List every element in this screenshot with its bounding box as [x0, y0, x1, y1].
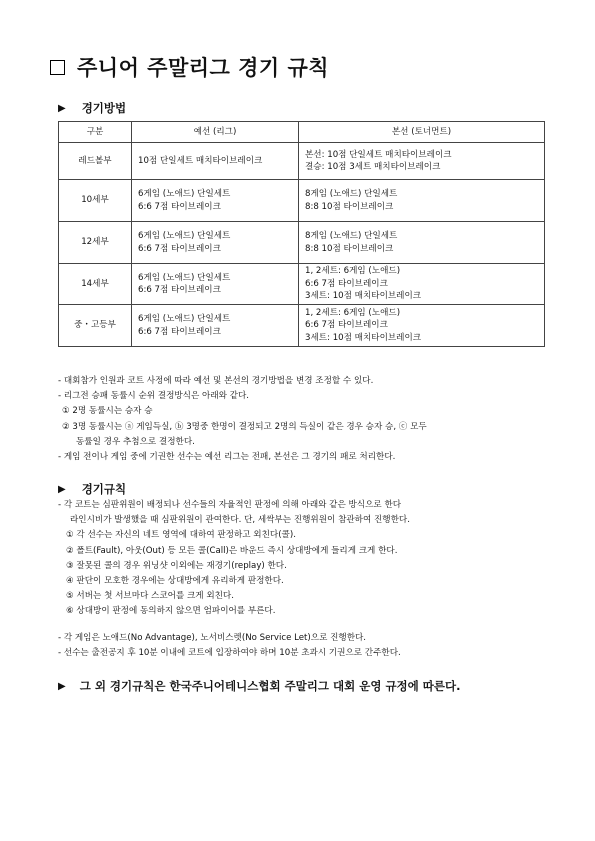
checkbox-square-icon	[50, 60, 65, 75]
cell-line: 6게임 (노애드) 단일세트	[138, 314, 231, 324]
note-line: 동률일 경우 추첨으로 결정한다.	[76, 436, 195, 447]
cell-line: 8:8 10점 타이브레이크	[305, 243, 394, 254]
note-line: - 선수는 출전공지 후 10분 이내에 코트에 입장하여야 하며 10분 초과시 기권으로 간주한다.	[58, 648, 401, 659]
note-line: - 리그전 승패 동률시 순위 결정방식은 아래와 같다.	[58, 391, 249, 402]
note-line: ① 각 선수는 자신의 네트 영역에 대하여 판정하고 외친다(콜).	[66, 530, 296, 541]
prelim-cell	[132, 264, 299, 305]
main-cell	[299, 222, 545, 264]
table-header-row	[59, 122, 545, 143]
table-row	[59, 305, 545, 347]
column-header: 예선 (리그)	[132, 122, 299, 143]
note-line: - 각 게임은 노애드(No Advantage), 노서비스렛(No Service Let)으로 진행한다.	[58, 633, 367, 643]
competition-method-table	[58, 121, 545, 347]
cell-line: 8:8 10점 타이브레이크	[305, 201, 394, 212]
final-note	[58, 678, 460, 694]
cell-line: 3세트: 10점 매치타이브레이크	[305, 291, 422, 302]
general-notes	[58, 631, 558, 661]
method-notes	[58, 374, 558, 465]
prelim-cell	[132, 180, 299, 222]
cell-line: 6:6 7점 타이브레이크	[138, 243, 221, 254]
note-line: - 게임 전이나 게임 중에 기권한 선수는 예선 리그는 전패, 본선은 그 경기의 패로 처리한다.	[58, 452, 396, 463]
cell-line: 결승: 10점 3세트 매치타이브레이크	[305, 162, 441, 172]
cell-line: 6게임 (노애드) 단일세트	[138, 189, 231, 199]
cell-line: 8게임 (노애드) 단일세트	[305, 231, 398, 241]
section-heading-rules	[58, 481, 126, 497]
note-line: ⑤ 서버는 첫 서브마다 스코어를 크게 외친다.	[66, 591, 234, 602]
main-cell	[299, 143, 545, 180]
main-cell	[299, 264, 545, 305]
prelim-cell	[132, 143, 299, 180]
row-category: 레드볼부	[59, 143, 132, 180]
note-line: 라인시비가 발생했을 때 심판위원이 관여한다. 단, 세싹부는 진행위원이 참관하여 진행한다.	[70, 515, 410, 526]
table-row	[59, 264, 545, 305]
row-category: 10세부	[59, 180, 132, 222]
cell-line: 1, 2세트: 6게임 (노애드)	[305, 307, 401, 318]
cell-line: 8게임 (노애드) 단일세트	[305, 189, 398, 199]
cell-line: 본선: 10점 단일세트 매치타이브레이크	[305, 149, 452, 160]
prelim-cell	[132, 305, 299, 347]
prelim-cell	[132, 222, 299, 264]
note-line: ④ 판단이 모호한 경우에는 상대방에게 유리하게 판정한다.	[66, 576, 284, 587]
note-line: ② 3명 동률시는 ⓐ 게임득실, ⓑ 3명중 한명이 결정되고 2명의 득실이 같은 경우 승자 승, ⓒ 모두	[62, 421, 427, 432]
section-heading-method	[58, 100, 126, 116]
cell-line: 6게임 (노애드) 단일세트	[138, 272, 231, 283]
cell-line: 10점 단일세트 매치타이브레이크	[138, 155, 263, 166]
row-category: 12세부	[59, 222, 132, 264]
triangle-bullet-icon: ▶	[58, 483, 66, 495]
triangle-bullet-icon: ▶	[58, 680, 66, 692]
cell-line: 6게임 (노애드) 단일세트	[138, 231, 231, 241]
main-cell	[299, 180, 545, 222]
section-heading-label: 경기규칙	[81, 482, 127, 496]
table-row	[59, 143, 545, 180]
note-line: - 대회참가 인원과 코트 사정에 따라 예선 및 본선의 경기방법을 변경 조정할 수 있다.	[58, 376, 374, 386]
column-header: 본선 (토너먼트)	[299, 122, 545, 143]
triangle-bullet-icon: ▶	[58, 102, 66, 114]
cell-line: 6:6 7점 타이브레이크	[138, 201, 221, 212]
table-row	[59, 180, 545, 222]
cell-line: 6:6 7점 타이브레이크	[138, 326, 221, 337]
cell-line: 6:6 7점 타이브레이크	[305, 278, 388, 289]
cell-line: 6:6 7점 타이브레이크	[138, 285, 221, 295]
page-title-block	[50, 50, 329, 84]
note-line: ⑥ 상대방이 판정에 동의하지 않으면 엄파이어를 부른다.	[66, 606, 276, 617]
column-header: 구분	[59, 122, 132, 143]
section-heading-label: 경기방법	[81, 101, 127, 115]
cell-line: 6:6 7점 타이브레이크	[305, 320, 388, 331]
note-line: - 각 코트는 심판위원이 배정되나 선수들의 자율적인 판정에 의해 아래와 같은 방식으로 한다	[58, 500, 402, 510]
final-note-text: 그 외 경기규칙은 한국주니어테니스협회 주말리그 대회 운영 규정에 따른다.	[79, 679, 461, 693]
cell-line: 3세트: 10점 매치타이브레이크	[305, 332, 422, 343]
note-line: ② 폴트(Fault), 아웃(Out) 등 모든 콜(Call)은 바운드 즉시 상대방에게 들리게 크게 한다.	[66, 545, 398, 556]
note-line: ① 2명 동률시는 승자 승	[62, 406, 153, 417]
cell-line: 1, 2세트: 6게임 (노애드)	[305, 266, 401, 277]
main-cell	[299, 305, 545, 347]
note-line: ③ 잘못된 콜의 경우 위닝샷 이외에는 재경기(replay) 한다.	[66, 560, 287, 571]
row-category: 14세부	[59, 264, 132, 305]
page-title: 주니어 주말리그 경기 규칙	[77, 56, 330, 80]
table-row	[59, 222, 545, 264]
rules-notes	[58, 498, 558, 620]
row-category: 중・고등부	[59, 305, 132, 347]
